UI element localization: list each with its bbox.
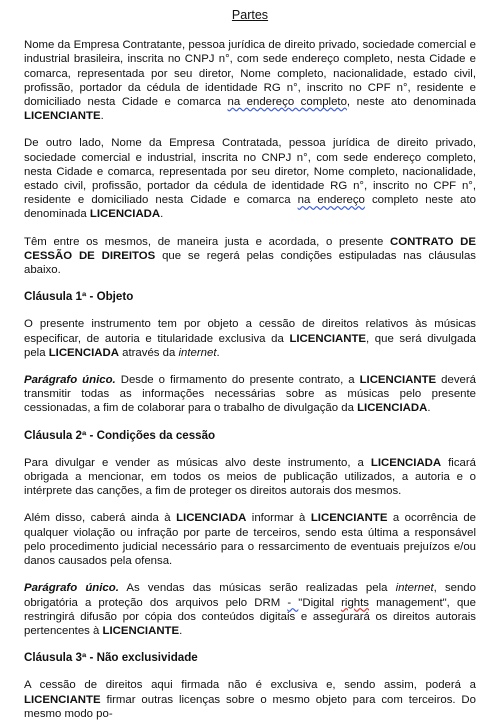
bold-term: CONTRATO DE CESSÃO DE DIREITOS bbox=[24, 235, 476, 262]
paragraph-contratante: Nome da Empresa Contratante, pessoa jurídica de direito privado, sociedade comercial e industrial brasileira, inscrita no CNPJ n°, com sede endereço completo, nesta Cidade e comarca, representada por seu diretor, Nome completo, nacionalidade, estado civil, profissão, portador da cédula de identidade RG n°, inscrito no CPF n°, residente e domiciliado nesta Cidade e comarca na endereço completo, neste ato denominada LICENCIANTE. bbox=[24, 39, 476, 123]
paragraph-condicoes: Para divulgar e vender as músicas alvo deste instrumento, a LICENCIADA ficará obrigada a mencionar, em todos os meios de publicação utilizados, a autoria e o intérprete das canções, a fim de proteger os direitos autorais dos mesmos. bbox=[24, 456, 476, 498]
bold-term: LICENCIANTE bbox=[24, 110, 101, 123]
clause-heading-2: Cláusula 2ª - Condições da cessão bbox=[24, 428, 216, 442]
bold-term: LICENCIANTE bbox=[102, 624, 180, 637]
document-title: Partes bbox=[231, 8, 269, 22]
grammar-squiggle[interactable]: na endereço completo bbox=[227, 96, 347, 109]
paragraph-contratada: De outro lado, Nome da Empresa Contratada, pessoa jurídica de direito privado, sociedade comercial e industrial, inscrita no CNPJ n°, com sede endereço completo, nesta Cidade e comarca, representada por seu diretor, Nome completo, nacionalidade, estado civil, profissão, portador da cédula de identidade RG n°, inscrito no CPF n°, residente e domiciliado nesta Cidade e comarca na endereço completo neste ato denominada LICENCIADA. bbox=[24, 137, 476, 221]
paragraph-objeto: O presente instrumento tem por objeto a cessão de direitos relativos às músicas especificar, de autoria e titularidade exclusiva da LICENCIANTE, que será divulgada pela LICENCIADA através da internet. bbox=[24, 318, 476, 359]
bold-term: LICENCIANTE bbox=[310, 512, 388, 525]
bold-term: LICENCIANTE bbox=[359, 374, 437, 387]
bold-term: LICENCIADA bbox=[48, 346, 119, 359]
bold-term: LICENCIADA bbox=[357, 402, 428, 415]
italic-term: internet bbox=[395, 582, 434, 595]
paragraph-unico-2: Parágrafo único. As vendas das músicas serão realizadas pela internet, sendo obrigatória a proteção dos arquivos pelo DRM - "Digital rights management", que restringirá difusão por cópia dos conteúdos digitais e assegurará os direitos autorais pertencentes à LICENCIANTE. bbox=[24, 582, 476, 637]
bold-term: LICENCIADA bbox=[370, 456, 442, 469]
italic-term: internet bbox=[178, 346, 217, 359]
paragraph-violacao: Além disso, caberá ainda à LICENCIADA informar à LICENCIANTE a ocorrência de qualquer violação ou infração por parte de terceiros, sendo esta última a responsável pelo procedimento judicial necessário para o ressarcimento de eventuais prejuízos e/ou danos causados pela ofensa. bbox=[24, 512, 477, 568]
paragraph-lead: Parágrafo único. bbox=[24, 374, 116, 387]
bold-term: LICENCIADA bbox=[89, 208, 161, 221]
bold-term: LICENCIANTE bbox=[24, 693, 101, 706]
paragraph-exclusividade: A cessão de direitos aqui firmada não é exclusiva e, sendo assim, poderá a LICENCIANTE firmar outras licenças sobre o mesmo objeto para com terceiros. Do mesmo modo po- bbox=[24, 679, 476, 720]
paragraph-lead: Parágrafo único. bbox=[24, 582, 119, 595]
paragraph-preamble: Têm entre os mesmos, de maneira justa e acordada, o presente CONTRATO DE CESSÃO DE DIREITOS que se regerá pelas condições estipuladas nas cláusulas abaixo. bbox=[24, 235, 476, 277]
grammar-squiggle[interactable]: - bbox=[287, 596, 299, 609]
grammar-squiggle[interactable]: na endereço bbox=[297, 194, 365, 207]
clause-heading-3: Cláusula 3ª - Não exclusividade bbox=[24, 651, 198, 665]
spelling-squiggle[interactable]: rights bbox=[341, 596, 369, 609]
bold-term: LICENCIANTE bbox=[289, 332, 367, 345]
paragraph-unico-1: Parágrafo único. Desde o firmamento do presente contrato, a LICENCIANTE deverá transmitir todas as informações necessárias sobre as músicas pelo presente cessionadas, a fim de colaborar para o trabalho de divulgação da LICENCIADA. bbox=[24, 374, 476, 415]
bold-term: LICENCIADA bbox=[176, 512, 247, 525]
clause-heading-1: Cláusula 1ª - Objeto bbox=[24, 290, 134, 304]
